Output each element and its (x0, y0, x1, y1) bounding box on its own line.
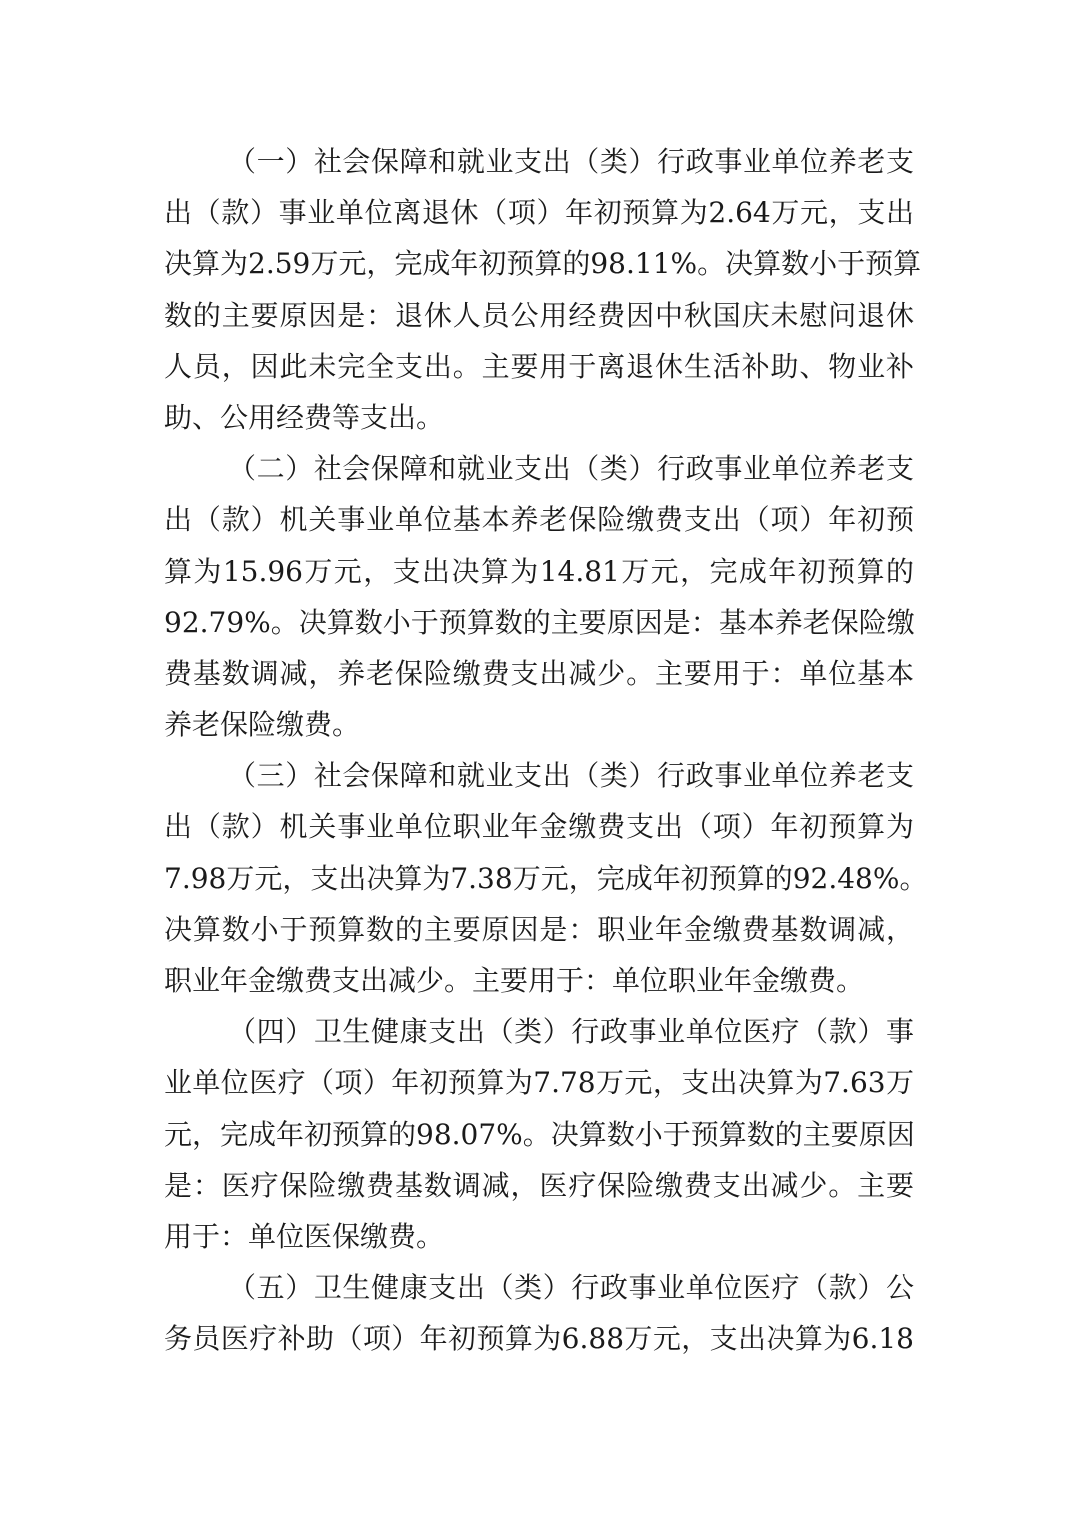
text-line: 数的主要原因是：退休人员公用经费因中秋国庆未慰问退休 (164, 298, 914, 332)
text-line: 职业年金缴费支出减少。主要用于：单位职业年金缴费。 (164, 964, 865, 997)
text-line: （四）卫生健康支出（类）行政事业单位医疗（款）事 (228, 1015, 914, 1049)
text-line: （五）卫生健康支出（类）行政事业单位医疗（款）公 (228, 1271, 914, 1305)
text-line: 人员，因此未完全支出。主要用于离退休生活补助、物业补 (164, 349, 914, 383)
text-line: 业单位医疗（项）年初预算为7.78万元，支出决算为7.63万 (164, 1066, 914, 1100)
text-line: 算为15.96万元，支出决算为14.81万元，完成年初预算的 (164, 554, 914, 588)
paragraph-4 (164, 1006, 914, 1262)
text-line: 7.98万元，支出决算为7.38万元，完成年初预算的92.48%。 (164, 861, 928, 895)
paragraph-2 (164, 443, 914, 750)
text-line: （一）社会保障和就业支出（类）行政事业单位养老支 (228, 145, 914, 178)
text-line: 用于：单位医保缴费。 (164, 1219, 445, 1253)
text-line: 决算为2.59万元，完成年初预算的98.11%。决算数小于预算 (164, 247, 922, 281)
text-line: 出（款）机关事业单位基本养老保险缴费支出（项）年初预 (164, 503, 914, 537)
text-line: 出（款）机关事业单位职业年金缴费支出（项）年初预算为 (164, 810, 914, 844)
text-line: （二）社会保障和就业支出（类）行政事业单位养老支 (228, 452, 914, 486)
text-line: 出（款）事业单位离退休（项）年初预算为2.64万元，支出 (164, 196, 914, 230)
text-line: （三）社会保障和就业支出（类）行政事业单位养老支 (228, 759, 914, 793)
text-line: 助、公用经费等支出。 (164, 400, 445, 434)
text-line: 决算数小于预算数的主要原因是：职业年金缴费基数调减， (164, 912, 914, 946)
text-line: 92.79%。决算数小于预算数的主要原因是：基本养老保险缴 (164, 605, 915, 639)
text-line: 务员医疗补助（项）年初预算为6.88万元，支出决算为6.18 (164, 1322, 914, 1356)
paragraph-5 (164, 1262, 914, 1364)
document-body (164, 136, 928, 1365)
text-line: 是：医疗保险缴费基数调减，医疗保险缴费支出减少。主要 (164, 1168, 914, 1202)
text-line: 元，完成年初预算的98.07%。决算数小于预算数的主要原因 (164, 1117, 915, 1151)
paragraph-1 (164, 136, 922, 443)
text-line: 养老保险缴费。 (164, 708, 361, 742)
text-line: 费基数调减，养老保险缴费支出减少。主要用于：单位基本 (164, 656, 914, 690)
paragraph-3 (164, 750, 928, 1006)
